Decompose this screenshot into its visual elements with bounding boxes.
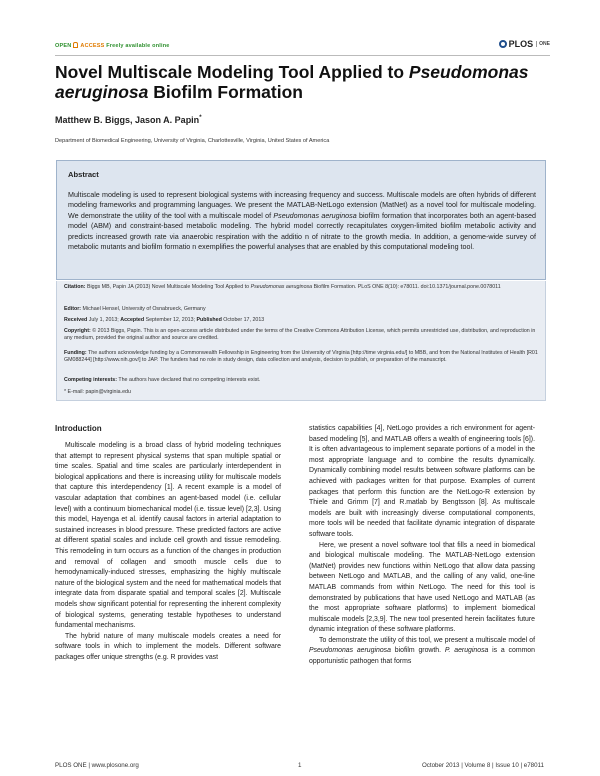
footer-journal-url: PLOS ONE | www.plosone.org xyxy=(55,762,139,769)
copyright-label: Copyright: xyxy=(64,328,91,334)
editor xyxy=(64,306,539,313)
journal-name: ONE xyxy=(536,41,550,47)
author-names: Matthew B. Biggs, Jason A. Papin xyxy=(55,115,200,125)
dates xyxy=(64,317,539,324)
species-name: Pseudomonas aeruginosa xyxy=(309,647,391,655)
funding xyxy=(64,350,539,365)
competing-text: The authors have declared that no competing interests exist. xyxy=(116,377,261,383)
introduction-heading: Introduction xyxy=(55,424,102,433)
paragraph: Multiscale modeling is a broad class of hybrid modeling techniques that attempt to represent physical systems that span multiple spatial or time scales. Spatial and time scales are particularly interdependent in biological applications and there is increasing utility for multiscale models that capture this interdependency [1]. A recent example is a model of vascular adaptation that combines an agent-based model (i.e. cellular level) with a continuum biomechanical model (i.e. tissue level) [2,3]. Using this model, Hayenga et al. identify causal factors in arterial adaptation to sustained increases in blood pressure. These predicted factors are active at different spatial scales and include cell growth and tissue remodeling. This remodeling in turn occurs as a function of the changes in production and removal of collagen and smooth muscle cells due to hemodynamically-induced stresses, emphasizing the highly multiscale nature of the biological system and the need for mathematical models that integrate data from disparate spatial and temporal scales [2]. Multiscale models show significant potential for representing the inherent complexity of biological systems, generating testable hypotheses to understand fundamental mechanisms. xyxy=(55,442,281,630)
access-word: ACCESS xyxy=(80,43,105,49)
paragraph: Here, we present a novel software tool that fills a need in biomedical and biological multiscale modeling. The MATLAB-NetLogo extension (MatNet) provides new functions within NetLogo that allow data passing between NetLogo and MATLAB, and the calling of any valid, one-line MATLAB commands from within NetLogo. The need for this tool is demonstrated by publications that have used NetLogo and MATLAB (as the most appropriate software platforms) to implement biomedical multiscale models [2,3,9]. The new tool presented herein facilitates future dynamic integration of these software platforms. xyxy=(309,541,535,634)
title-text-2: Biofilm Formation xyxy=(148,82,303,102)
header-divider xyxy=(55,55,550,56)
title-text-1: Novel Multiscale Modeling Tool Applied to xyxy=(55,62,409,82)
paragraph: The hybrid nature of many multiscale models creates a need for software tools in which to implement the models. Different software packages offer unique strengths (e.g. R provides vast xyxy=(55,632,281,661)
accepted-date: September 12, 2013; xyxy=(144,317,197,323)
paragraph-text: To demonstrate the utility of this tool, we present a multiscale model of xyxy=(319,636,535,644)
paragraph: statistics capabilities [4], NetLogo provides a rich environment for agent-based modeling [5], and MATLAB offers a wealth of engineering tools [6]). It is often advantageous to implement separate portions of a model in the most appropriate language and to combine the results dynamically. Dynamically combining model results between software platforms can be achieved with packages written for that purpose. Examples of current packages that perform this function are the NetLogo-R extension by Thiele and Grimm [7] and R.matlab by Bengtsson [8]. As multiscale models are built with increasingly diverse computational components, more tools will be needed that facilitate dynamic integration of disparate software tools. xyxy=(309,425,535,538)
freely-available-text: Freely available online xyxy=(106,43,170,49)
competing-interests xyxy=(64,377,539,384)
species-name: P. aeruginosa xyxy=(444,647,489,655)
title-species: Pseudomonas aeruginosa xyxy=(55,62,529,102)
editor-text: Michael Hensel, University of Osnabrueck, Germany xyxy=(81,306,206,312)
citation-text-2: Biofilm Formation. PLoS ONE 8(10): e78011. doi:10.1371/journal.pone.0078011 xyxy=(312,284,501,290)
paragraph-text: is a common opportunistic pathogen that forms xyxy=(309,647,535,666)
published-label: Published xyxy=(196,317,222,323)
abstract-text-2: biofilm formation that incorporates both an agent-based model (ABM) and constraint-based metabolic modeling. The hybrid model correctly recapitulates oxygen-limited biofilm metabolic activity and predicts increased growth rate via anaerobic respiration with the additio n of nitrate to the growth media. In addition, a genome-wide survey of metabolic mutants and biofilm formatio n exemplifies the powerful analyses that are enabled by this computational modeling tool. xyxy=(68,211,536,252)
article-title xyxy=(55,62,550,102)
open-lock-icon xyxy=(73,42,78,48)
plos-logo-icon xyxy=(499,40,507,48)
funding-text: The authors acknowledge funding by a Commonwealth Fellowship in Engineering from the University of Virginia [http://time virginia.edu/] to MBB, and from the National Institutes of Health [R01 GM088244] [http://www.nih.gov/] to JAP. The funders had no role in study design, data collection and analysis, decision to publish, or preparation of the manuscript. xyxy=(64,350,538,364)
footer-issue-info: October 2013 | Volume 8 | Issue 10 | e78011 xyxy=(421,762,544,769)
accepted-label: Accepted xyxy=(120,317,145,323)
abstract-heading: Abstract xyxy=(68,170,99,179)
abstract-body xyxy=(68,190,536,252)
affiliation: Department of Biomedical Engineering, University of Virginia, Charlottesville, Virginia, United States of America xyxy=(55,138,330,144)
citation-species: Pseudomonas aeruginosa xyxy=(250,284,313,290)
plos-logo xyxy=(499,39,550,49)
corresponding-marker: * xyxy=(199,115,202,121)
journal-header xyxy=(55,40,550,54)
received-date: July 1, 2013; xyxy=(87,317,121,323)
citation xyxy=(64,284,539,291)
publisher-name: PLOS xyxy=(508,39,534,49)
page-number: 1 xyxy=(298,762,302,769)
copyright xyxy=(64,328,539,343)
received-label: Received xyxy=(64,317,88,323)
corresponding-email: * E-mail: papin@virginia.edu xyxy=(64,389,131,395)
abstract-text-1: Multiscale modeling is used to represent biological systems with increasing frequency and success. Multiscale models are often hybrids of different modeling frameworks and programming languages. We present the MATLAB-NetLogo extension (MatNet) as a novel tool for multiscale modeling. We demonstrate the utility of the tool with a multiscale model of xyxy=(68,191,536,220)
editor-label: Editor: xyxy=(64,306,82,312)
paragraph xyxy=(309,636,535,668)
copyright-text: © 2013 Biggs, Papin. This is an open-access article distributed under the terms of the Creative Commons Attribution License, which permits unrestricted use, distribution, and reproduction in any medium, provided the original author and source are credited. xyxy=(64,328,536,342)
competing-label: Competing interests: xyxy=(64,377,117,383)
published-date: October 17, 2013 xyxy=(221,317,265,323)
funding-label: Funding: xyxy=(64,350,87,356)
open-access-prefix: OPEN xyxy=(55,43,72,49)
body-column-right xyxy=(309,424,535,668)
body-column-left xyxy=(55,441,281,663)
author-list xyxy=(55,115,202,125)
abstract-species: Pseudomonas aeruginosa xyxy=(273,211,357,220)
paragraph-text: biofilm growth. xyxy=(390,647,445,655)
citation-text-1: Biggs MB, Papin JA (2013) Novel Multiscale Modeling Tool Applied to xyxy=(85,284,251,290)
citation-label: Citation: xyxy=(64,284,86,290)
open-access-label xyxy=(55,42,170,49)
